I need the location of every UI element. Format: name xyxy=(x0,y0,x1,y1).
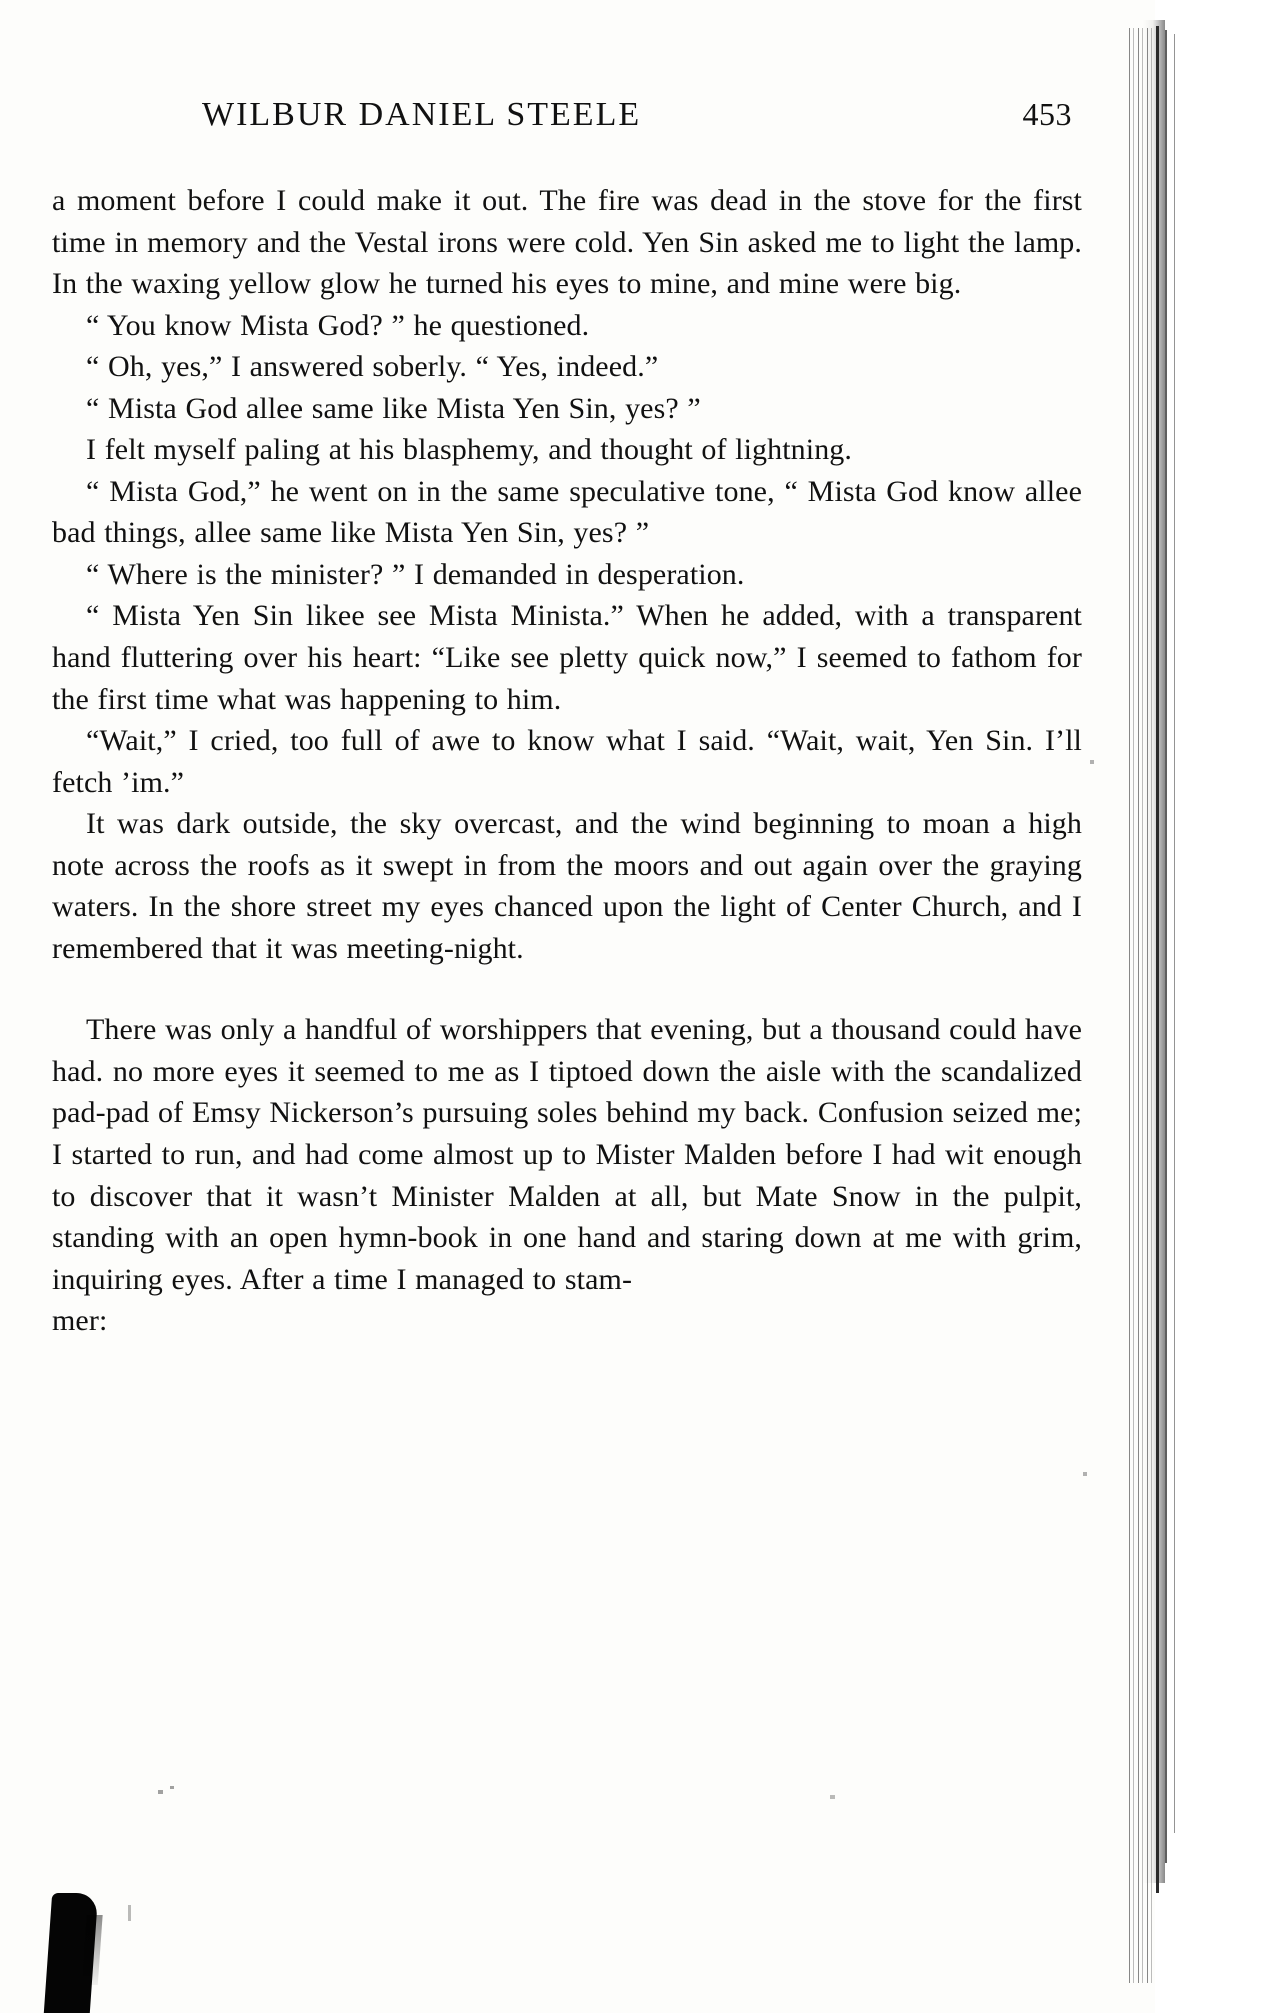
paragraph-1: a moment before I could make it out. The fire was dead in the stove for the first time in memory and the Vestal irons were cold. Yen Sin asked me to light the lamp. In the waxing yellow glow he turned his eyes to mine, and mine were big. xyxy=(52,184,1082,301)
scan-gutter-line-1 xyxy=(1156,26,1159,1893)
paragraph-8: “ Mista Yen Sin likee see Mista Minista.” When he added, with a transparent hand fluttering over his heart: “Like see pletty quick now,” I seemed to fathom for the first time what was happening to him. xyxy=(52,599,1082,716)
scan-speck-2 xyxy=(170,1786,174,1789)
scan-speck-1 xyxy=(158,1790,163,1794)
page-header xyxy=(52,96,1082,134)
scan-ink-blot xyxy=(44,1893,98,2013)
scan-speck-5 xyxy=(1083,1472,1087,1476)
paragraph-10: It was dark outside, the sky overcast, and the wind beginning to moan a high note across the roofs as it swept in from the moors and out again over the graying waters. In the shore street my eyes chanced upon the light of Center Church, and I remembered that it was meeting-night. xyxy=(52,807,1082,965)
scan-gutter-line-2 xyxy=(1165,30,1167,1863)
page-content xyxy=(52,96,1082,1342)
paragraph-2: “ You know Mista God? ” he questioned. xyxy=(86,308,590,342)
paragraph-11-tail: mer: xyxy=(52,1304,108,1338)
page-number: 453 xyxy=(1022,96,1072,132)
paragraph-9: “Wait,” I cried, too full of awe to know what I said. “Wait, wait, Yen Sin. I’ll fetch ’im.” xyxy=(52,724,1082,799)
paragraph-3: “ Oh, yes,” I answered soberly. “ Yes, indeed.” xyxy=(86,350,659,384)
scan-gutter-line-3 xyxy=(1174,34,1175,1833)
scan-gutter-shadow xyxy=(1143,20,1165,1883)
running-head: WILBUR DANIEL STEELE xyxy=(202,96,642,133)
paragraph-4: “ Mista God allee same like Mista Yen Sin, yes? ” xyxy=(86,391,701,425)
paragraph-5: I felt myself paling at his blasphemy, and thought of lightning. xyxy=(86,433,853,467)
paragraph-7: “ Where is the minister? ” I demanded in desperation. xyxy=(86,557,745,591)
paragraph-6: “ Mista God,” he went on in the same speculative tone, “ Mista God know allee bad things, allee same like Mista Yen Sin, yes? ” xyxy=(52,474,1082,550)
scan-speck-6 xyxy=(830,1795,835,1799)
scan-speck-4 xyxy=(1090,760,1094,764)
paragraph-11: There was only a handful of worshippers that evening, but a thousand could have had. no more eyes it seemed to me as I tiptoed down the aisle with the scandalized pad-pad of Emsy Nickerson’s pursuing soles behind my back. Confusion seized me; I started to run, and had come almost up to Mister Malden before I had wit enough to discover that it wasn’t Minister Malden at all, but Mate Snow in the pulpit, standing with an open hymn-book in one hand and staring down at me with grim, inquiring eyes. After a time I managed to stam- xyxy=(52,1013,1082,1296)
scan-speck-3 xyxy=(128,1905,131,1921)
